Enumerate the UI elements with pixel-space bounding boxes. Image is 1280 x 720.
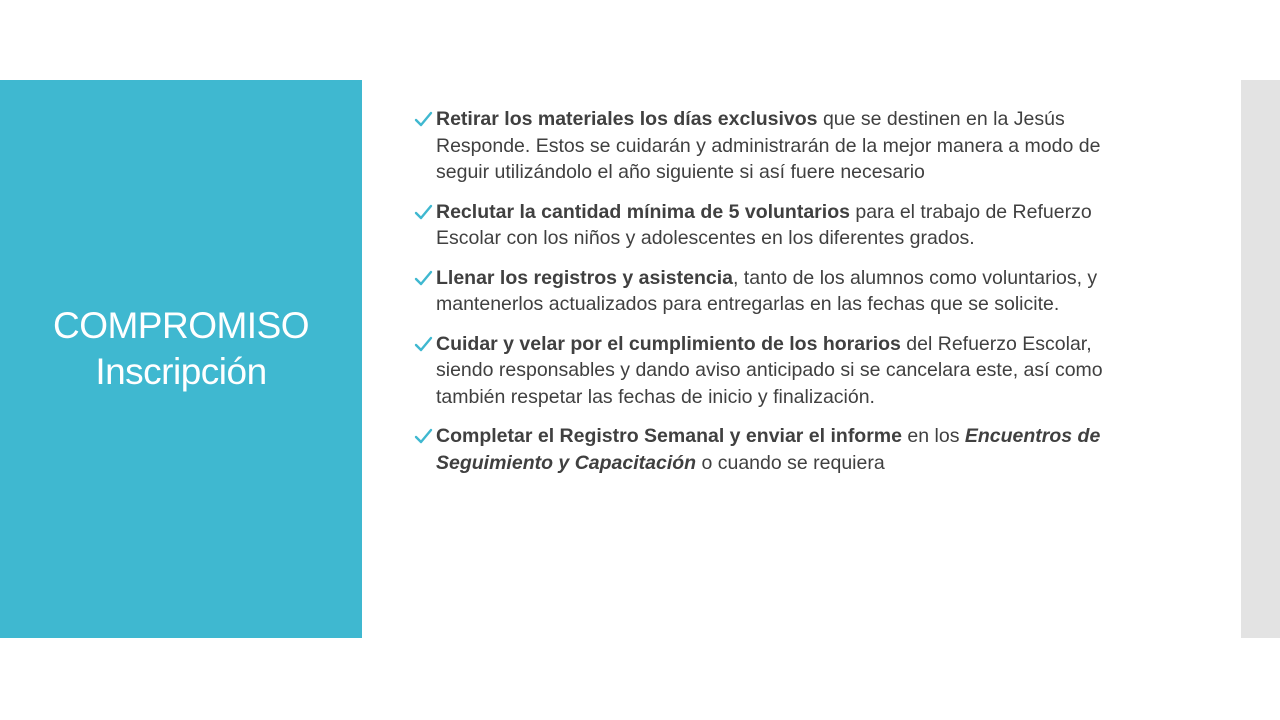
check-mark-icon — [414, 336, 433, 353]
bullet-bold-text: Retirar los materiales los días exclusivos — [436, 108, 818, 130]
bullet-item-retirar-materiales — [414, 106, 1154, 186]
check-mark-icon — [414, 428, 433, 445]
bullet-text: o cuando se requiera — [696, 451, 885, 474]
slide-title — [53, 303, 309, 395]
bullet-bold-text: Completar el Registro Semanal y enviar el informe — [436, 425, 902, 447]
bullet-text: del Refuerzo Escolar, siendo responsables y dando aviso anticipado si se cancelara este, así como también respetar las fechas de inicio y finalización. — [436, 332, 1103, 408]
title-panel — [0, 80, 362, 638]
bullet-bold-text: Cuidar y velar por el cumplimiento de los horarios — [436, 332, 901, 355]
bullet-list — [414, 106, 1154, 489]
bullet-bold-text: Llenar los registros y asistencia — [436, 266, 733, 289]
bullet-bold-italic-text: Encuentros de Seguimiento y Capacitación — [436, 425, 1101, 474]
bullet-item-cuidar-horarios — [414, 331, 1154, 411]
bullet-item-llenar-registros — [414, 265, 1154, 318]
check-mark-icon — [414, 111, 433, 128]
bullet-item-reclutar-voluntarios — [414, 199, 1154, 252]
bullet-text: , tanto de los alumnos como voluntarios, y mantenerlos actualizados para entregarlas en las fechas que se solicite. — [436, 266, 1098, 315]
slide-title-line-2: Inscripción — [95, 351, 267, 392]
bullet-text: en los — [902, 425, 965, 447]
side-decoration-strip — [1241, 80, 1280, 638]
check-mark-icon — [414, 270, 433, 287]
bullet-bold-text: Reclutar la cantidad mínima de 5 voluntarios — [436, 200, 850, 223]
bullet-text: para el trabajo de Refuerzo Escolar con los niños y adolescentes en los diferentes grados. — [436, 200, 1092, 249]
check-mark-icon — [414, 204, 433, 221]
bullet-item-completar-registro — [414, 423, 1154, 476]
slide-title-line-1: COMPROMISO — [52, 305, 310, 346]
bullet-text: que se destinen en la Jesús Responde. Estos se cuidarán y administrarán de la mejor manera a modo de seguir utilizándolo el año siguiente si así fuere necesario — [436, 108, 1101, 183]
